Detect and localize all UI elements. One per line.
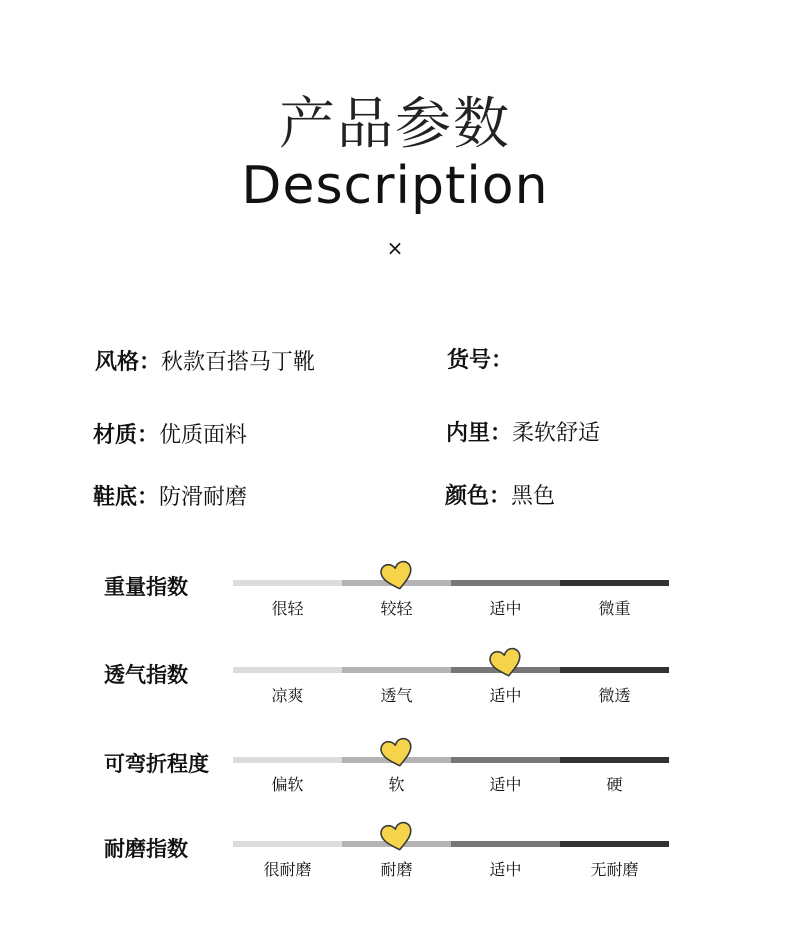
- page-title-chinese: 产品参数: [279, 92, 511, 157]
- spec-value: 优质面料: [159, 423, 248, 448]
- heart-icon: [379, 821, 415, 853]
- spec-sole: [93, 480, 247, 511]
- rating-level-label: 适中: [489, 860, 522, 879]
- rating-label: 重量指数: [104, 575, 188, 599]
- rating-level-label: 硬: [606, 775, 623, 794]
- rating-segment: [233, 580, 342, 586]
- rating-segment: [560, 841, 669, 847]
- spec-item-number: [447, 343, 513, 374]
- rating-level-label: 微透: [598, 686, 631, 705]
- rating-segment: [451, 841, 560, 847]
- rating-level-label: 透气: [380, 686, 413, 705]
- spec-material: [93, 418, 247, 449]
- rating-segment: [342, 667, 451, 673]
- spec-label: 内里：: [446, 421, 513, 446]
- rating-level-label: 适中: [489, 775, 522, 794]
- spec-label: 颜色：: [445, 484, 512, 509]
- rating-track: [233, 757, 669, 763]
- page-title-english: Description: [241, 156, 549, 216]
- rating-segment: [451, 757, 560, 763]
- heart-icon: [379, 560, 415, 592]
- heart-icon: [379, 737, 415, 769]
- spec-label: 风格：: [95, 350, 162, 375]
- spec-value: 柔软舒适: [512, 421, 601, 446]
- spec-color: [445, 479, 555, 510]
- rating-label: 耐磨指数: [104, 837, 188, 861]
- rating-segment: [560, 580, 669, 586]
- spec-label: 货号：: [447, 348, 514, 373]
- rating-segment: [233, 841, 342, 847]
- rating-segment: [560, 757, 669, 763]
- spec-value: 防滑耐磨: [159, 485, 248, 510]
- rating-segment: [560, 667, 669, 673]
- rating-level-label: 很轻: [271, 599, 304, 618]
- rating-level-label: 很耐磨: [263, 860, 312, 879]
- rating-level-label: 微重: [598, 599, 631, 618]
- rating-level-label: 适中: [489, 686, 522, 705]
- rating-track: [233, 667, 669, 673]
- rating-segment: [233, 667, 342, 673]
- spec-lining: [446, 416, 600, 447]
- spec-value: 黑色: [511, 484, 556, 509]
- rating-level-label: 较轻: [380, 599, 413, 618]
- rating-segment: [233, 757, 342, 763]
- rating-track: [233, 580, 669, 586]
- heart-icon: [488, 647, 524, 679]
- title-separator: ×: [386, 236, 404, 260]
- rating-level-label: 凉爽: [271, 686, 304, 705]
- rating-label: 透气指数: [104, 663, 188, 687]
- spec-style: [95, 345, 315, 376]
- rating-level-label: 耐磨: [380, 860, 413, 879]
- spec-value: 秋款百搭马丁靴: [161, 350, 316, 375]
- rating-track: [233, 841, 669, 847]
- rating-level-label: 无耐磨: [590, 860, 639, 879]
- rating-segment: [451, 580, 560, 586]
- spec-label: 鞋底：: [93, 485, 160, 510]
- spec-label: 材质：: [93, 423, 160, 448]
- rating-label: 可弯折程度: [104, 752, 209, 776]
- rating-level-label: 适中: [489, 599, 522, 618]
- rating-level-label: 软: [388, 775, 405, 794]
- rating-level-label: 偏软: [271, 775, 304, 794]
